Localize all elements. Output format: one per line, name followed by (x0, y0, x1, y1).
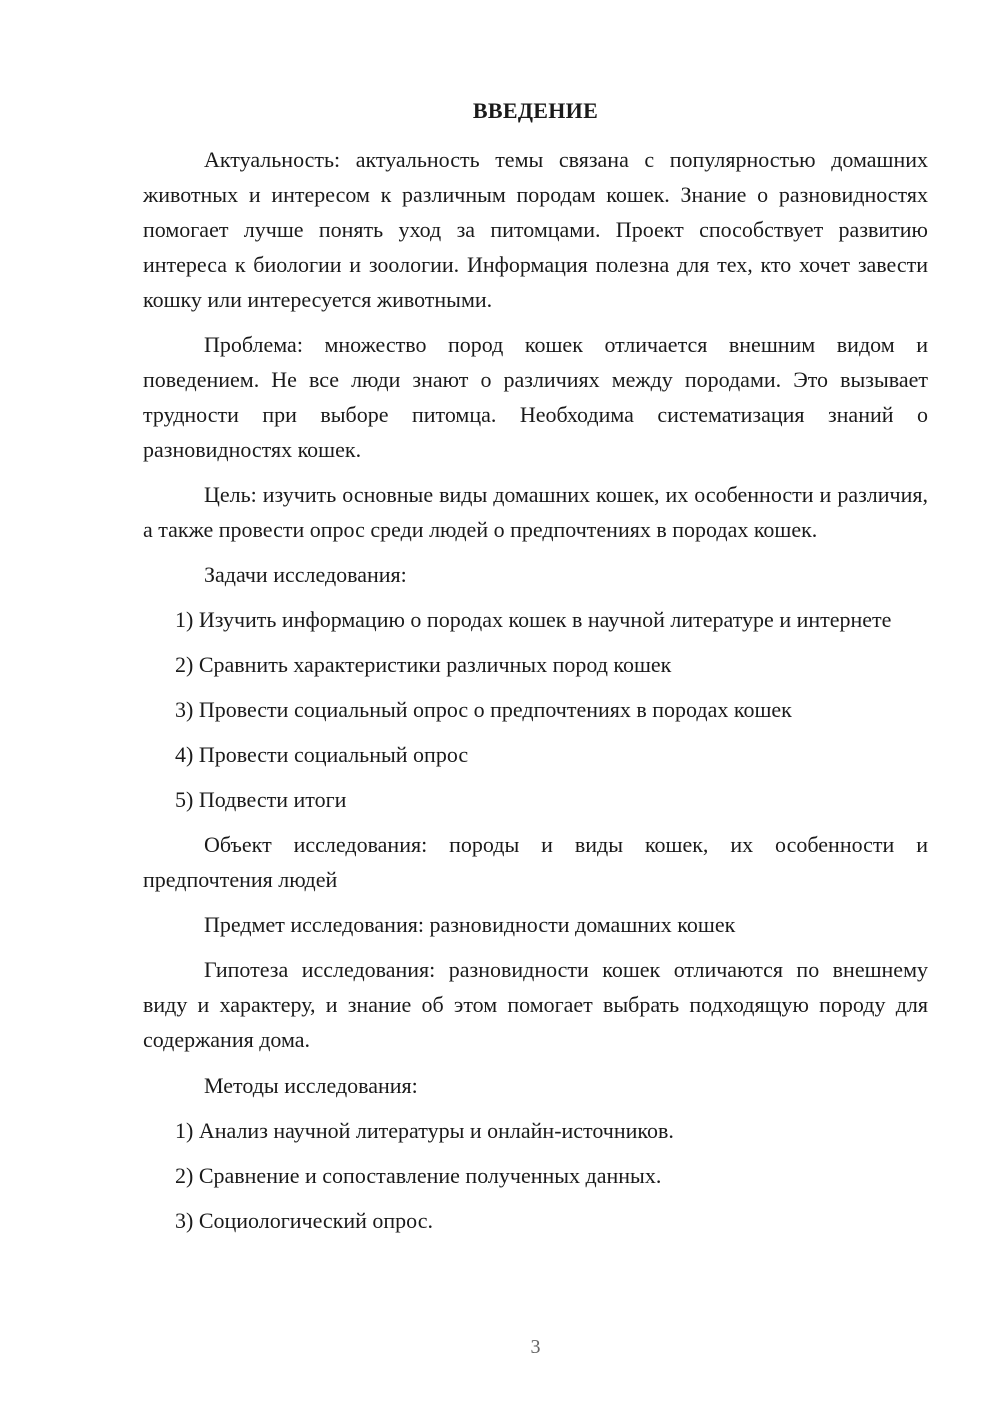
document-body (143, 142, 928, 1238)
tasks-heading: Задачи исследования: (204, 562, 407, 587)
page-number: 3 (530, 1336, 541, 1358)
section-title: ВВЕДЕНИЕ (472, 98, 599, 123)
task-item: 3) Провести социальный опрос о предпочтениях в породах кошек (175, 697, 792, 722)
methods-heading: Методы исследования: (204, 1073, 418, 1098)
paragraph-object: Объект исследования: породы и виды кошек, их особенности и предпочтения людей (143, 832, 928, 892)
paragraph-subject: Предмет исследования: разновидности домашних кошек (204, 912, 736, 937)
task-item: 1) Изучить информацию о породах кошек в научной литературе и интернете (175, 607, 892, 632)
document-page (143, 0, 928, 1414)
method-item: 1) Анализ научной литературы и онлайн-источников. (175, 1118, 674, 1143)
paragraph-hypothesis: Гипотеза исследования: разновидности кошек отличаются по внешнему виду и характеру, и знание об этом помогает выбрать подходящую породу для содержания дома. (143, 957, 928, 1052)
method-item: 3) Социологический опрос. (175, 1208, 433, 1233)
task-item: 5) Подвести итоги (175, 787, 347, 812)
method-item: 2) Сравнение и сопоставление полученных данных. (175, 1163, 662, 1188)
paragraph-problem: Проблема: множество пород кошек отличается внешним видом и поведением. Не все люди знают о различиях между породами. Это вызывает трудности при выборе питомца. Необходима систематизация знаний о разновидностях кошек. (143, 332, 928, 462)
task-item: 2) Сравнить характеристики различных пород кошек (175, 652, 672, 677)
paragraph-goal: Цель: изучить основные виды домашних кошек, их особенности и различия, а также провести опрос среди людей о предпочтениях в породах кошек. (143, 482, 928, 542)
task-item: 4) Провести социальный опрос (175, 742, 469, 767)
paragraph-relevance: Актуальность: актуальность темы связана с популярностью домашних животных и интересом к различным породам кошек. Знание о разновидностях помогает лучше понять уход за питомцами. Проект способствует развитию интереса к биологии и зоологии. Информация полезна для тех, кто хочет завести кошку или интересуется животными. (143, 147, 928, 312)
